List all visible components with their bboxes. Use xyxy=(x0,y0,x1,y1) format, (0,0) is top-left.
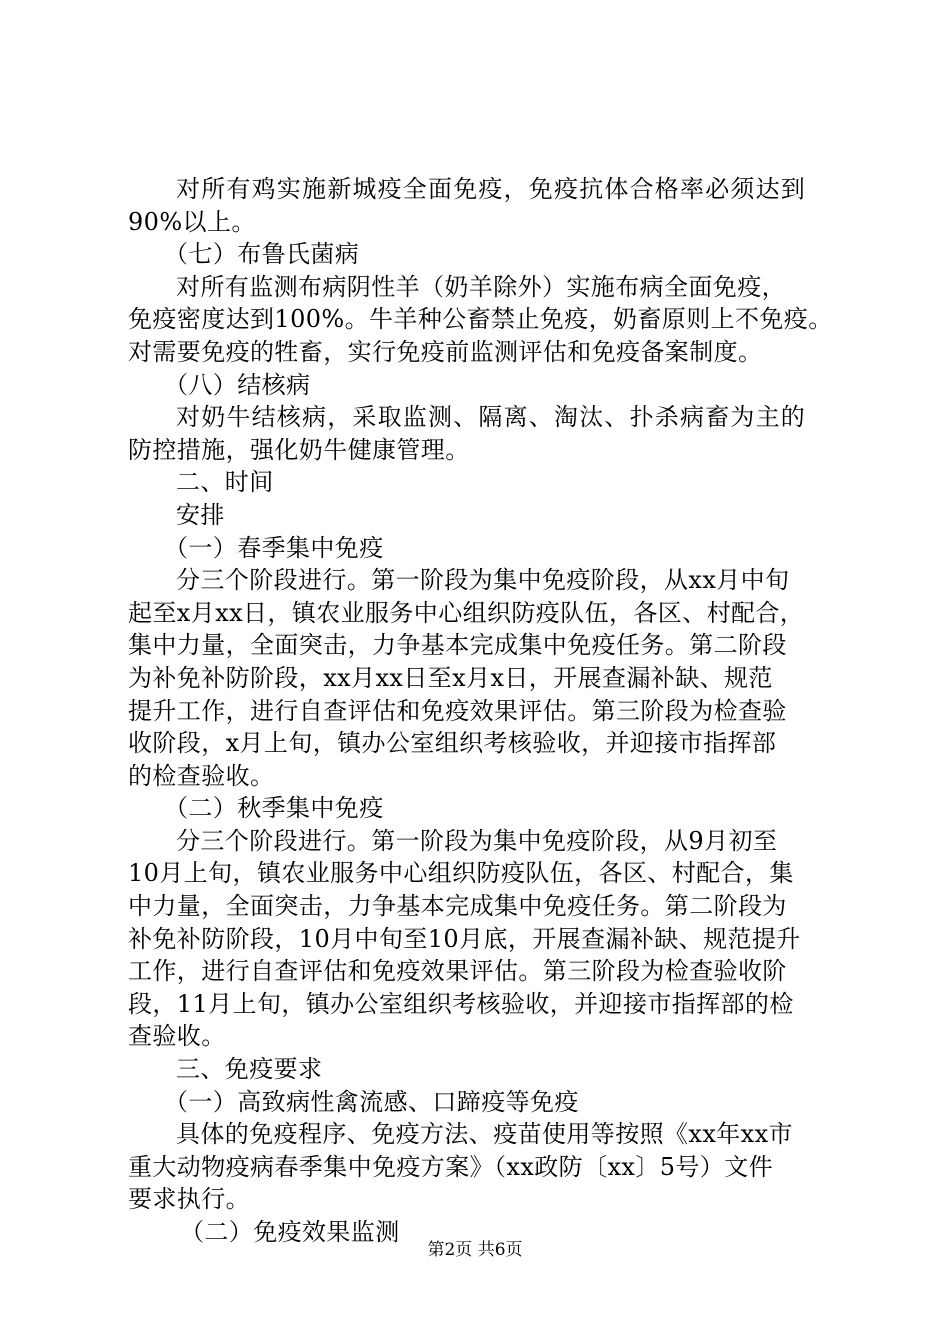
paragraph-line: 起至x月xx日，镇农业服务中心组织防疫队伍，各区、村配合， xyxy=(128,598,805,627)
paragraph-line: 的检查验收。 xyxy=(128,761,275,790)
paragraph-line: 防控措施，强化奶牛健康管理。 xyxy=(128,435,470,464)
section-heading: （二）免疫效果监测 xyxy=(180,1218,400,1246)
section-heading: （二）秋季集中免疫 xyxy=(164,794,384,823)
section-heading: （八）结核病 xyxy=(164,370,311,399)
paragraph-line: 具体的免疫程序、免疫方法、疫苗使用等按照《xx年xx市 xyxy=(176,1120,793,1149)
paragraph-line: 段，11月上旬，镇办公室组织考核验收，并迎接市指挥部的检 xyxy=(128,989,794,1018)
paragraph-line: 对需要免疫的牲畜，实行免疫前监测评估和免疫备案制度。 xyxy=(128,337,763,366)
section-heading: （七）布鲁氏菌病 xyxy=(164,240,360,269)
document-body xyxy=(128,173,848,1249)
section-heading: 安排 xyxy=(176,500,225,529)
section-heading: （一）春季集中免疫 xyxy=(164,533,384,562)
paragraph-line: 集中力量，全面突击，力争基本完成集中免疫任务。第二阶段 xyxy=(128,631,787,660)
paragraph-line: 收阶段，x月上旬，镇办公室组织考核验收，并迎接市指挥部 xyxy=(128,729,777,758)
section-heading: 三、免疫要求 xyxy=(176,1055,323,1084)
paragraph-line: 90%以上。 xyxy=(128,207,256,236)
paragraph-line: 重大动物疫病春季集中免疫方案》（xx政防〔xx〕5号）文件 xyxy=(128,1152,774,1181)
section-heading: （一）高致病性禽流感、口蹄疫等免疫 xyxy=(164,1087,579,1116)
paragraph-line: 对所有鸡实施新城疫全面免疫，免疫抗体合格率必须达到 xyxy=(176,175,806,203)
paragraph-line: 分三个阶段进行。第一阶段为集中免疫阶段，从xx月中旬 xyxy=(176,566,790,595)
paragraph-line: 提升工作，进行自查评估和免疫效果评估。第三阶段为检查验 xyxy=(128,696,787,725)
paragraph-line: 查验收。 xyxy=(128,1022,226,1051)
paragraph-line: 要求执行。 xyxy=(128,1185,250,1214)
paragraph-line: 分三个阶段进行。第一阶段为集中免疫阶段，从9月初至 xyxy=(176,826,778,855)
paragraph-line: 工作，进行自查评估和免疫效果评估。第三阶段为检查验收阶 xyxy=(128,957,787,986)
paragraph-line: 中力量，全面突击，力争基本完成集中免疫任务。第二阶段为 xyxy=(128,892,787,921)
paragraph-line: 补免补防阶段，10月中旬至10月底，开展查漏补缺、规范提升 xyxy=(128,924,801,953)
paragraph-line: 为补免补防阶段，xx月xx日至x月x日，开展查漏补缺、规范 xyxy=(128,663,773,692)
paragraph-line: 对奶牛结核病，采取监测、隔离、淘汰、扑杀病畜为主的 xyxy=(176,403,806,432)
section-heading: 二、时间 xyxy=(176,468,274,497)
page-footer: 第2页 共6页 xyxy=(427,1240,523,1260)
paragraph-line: 免疫密度达到100%。牛羊种公畜禁止免疫，奶畜原则上不免疫。 xyxy=(128,305,833,334)
paragraph-line: 10月上旬，镇农业服务中心组织防疫队伍，各区、村配合，集 xyxy=(128,859,794,888)
paragraph-line: 对所有监测布病阴性羊（奶羊除外）实施布病全面免疫， xyxy=(176,272,786,301)
